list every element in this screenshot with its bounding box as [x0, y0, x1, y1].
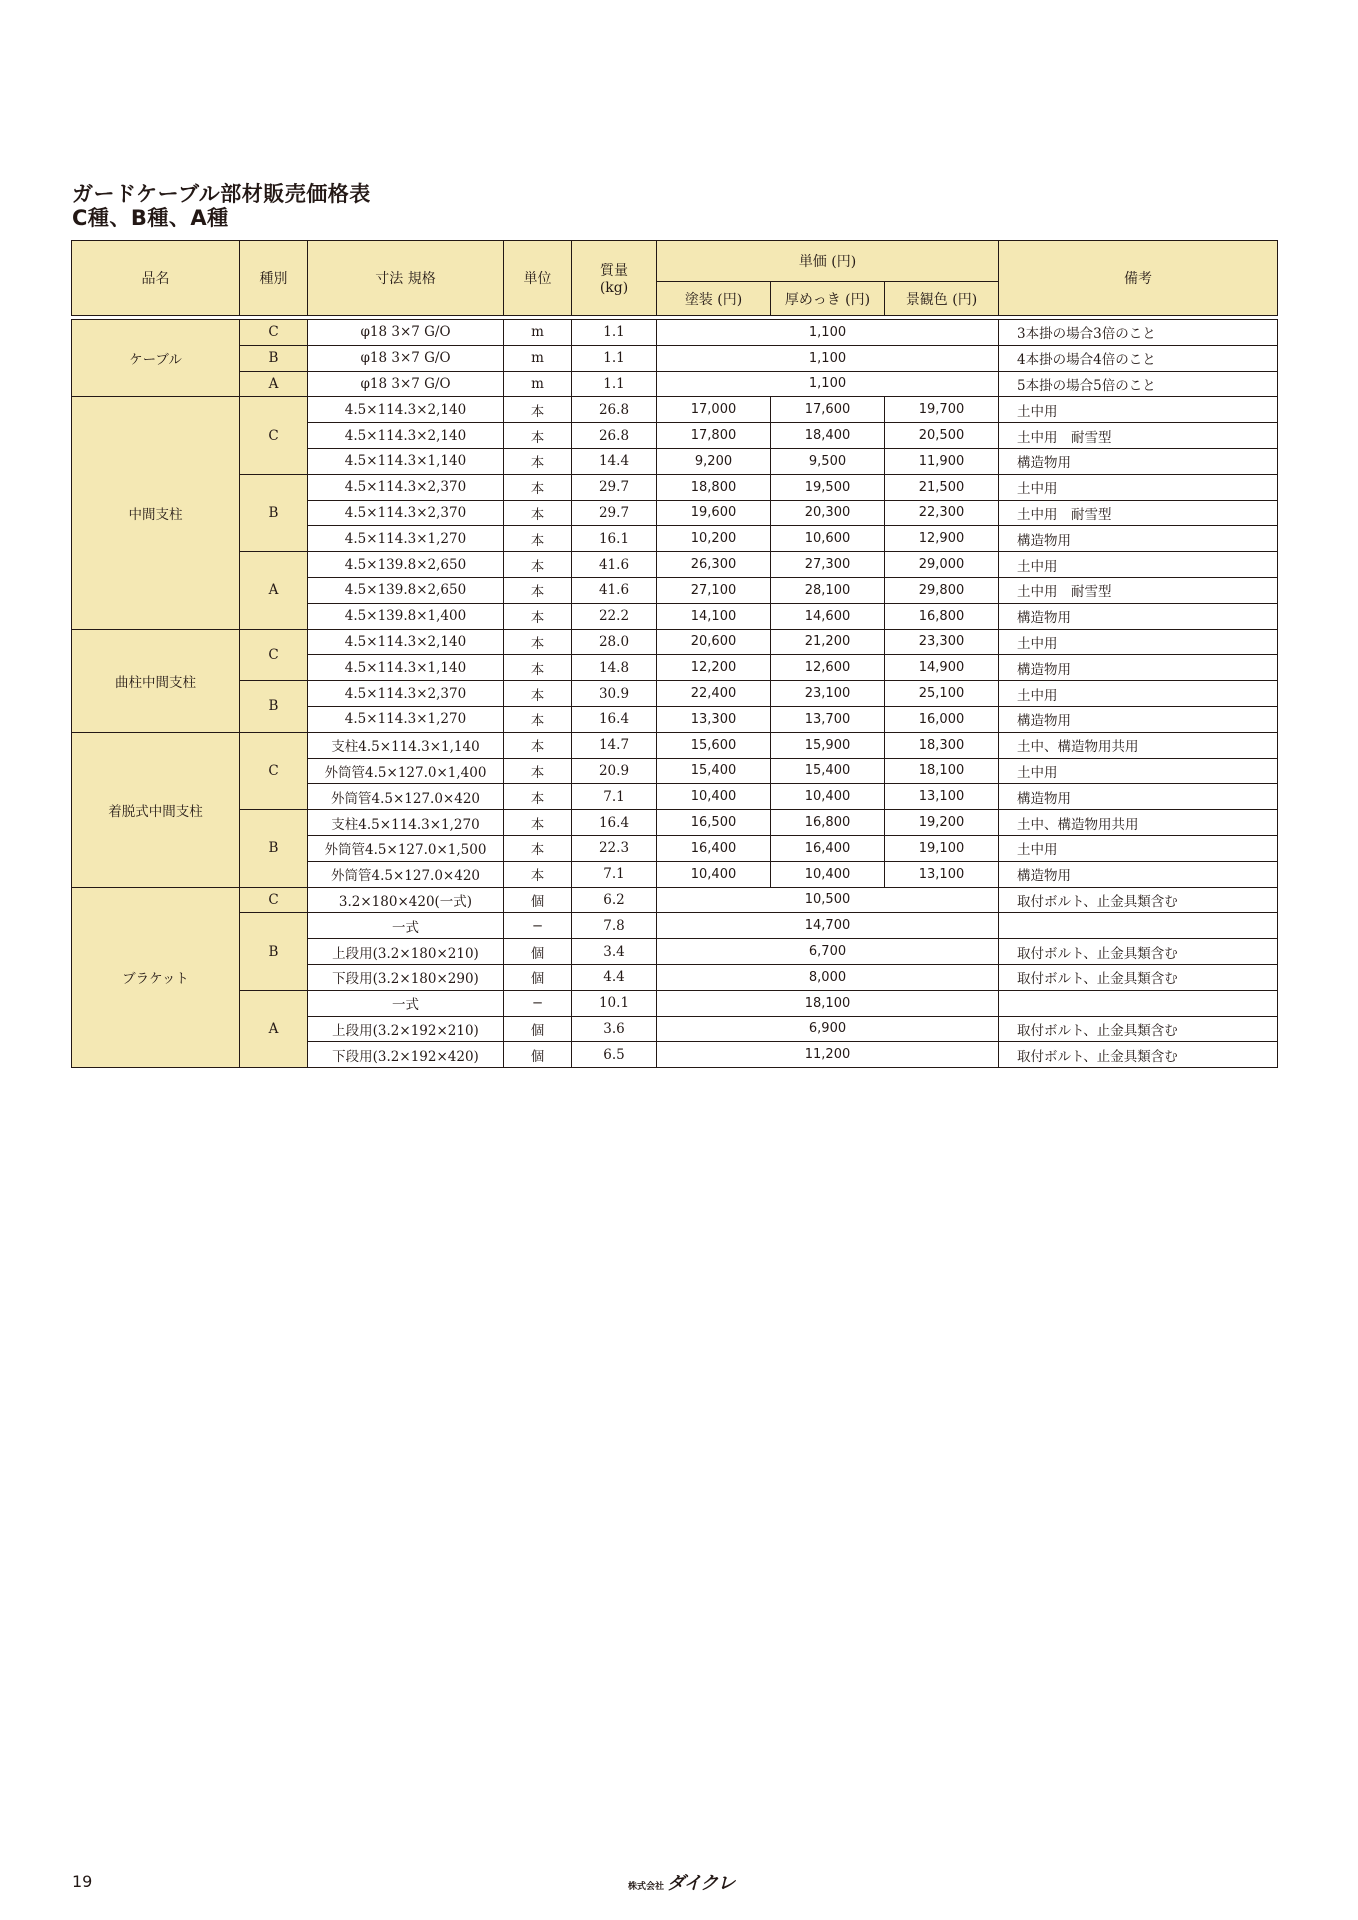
- remarks-cell: 構造物用: [999, 603, 1278, 629]
- color-price-cell: 19,200: [885, 810, 999, 836]
- size-cell: 4.5×114.3×1,140: [308, 655, 504, 681]
- paint-price-cell: 19,600: [657, 500, 771, 526]
- product-name-cell: 着脱式中間支柱: [72, 732, 240, 887]
- unit-cell: 本: [504, 835, 572, 861]
- galv-price-cell: 10,400: [771, 861, 885, 887]
- paint-price-cell: 17,000: [657, 397, 771, 423]
- unit-cell: 本: [504, 810, 572, 836]
- paint-price-cell: 13,300: [657, 706, 771, 732]
- galv-price-cell: 9,500: [771, 448, 885, 474]
- remarks-cell: 4本掛の場合4倍のこと: [999, 345, 1278, 371]
- table-row: [72, 810, 1278, 836]
- table-row: [72, 681, 1278, 707]
- type-cell: C: [240, 732, 308, 809]
- galv-price-cell: 13,700: [771, 706, 885, 732]
- size-cell: 4.5×114.3×2,140: [308, 397, 504, 423]
- header-galv: 厚めっき (円): [771, 282, 885, 316]
- mass-cell: 1.1: [572, 320, 657, 346]
- remarks-cell: 土中、構造物用共用: [999, 732, 1278, 758]
- size-cell: 4.5×139.8×2,650: [308, 552, 504, 578]
- price-cell: 10,500: [657, 887, 999, 913]
- unit-cell: 本: [504, 629, 572, 655]
- color-price-cell: 19,100: [885, 835, 999, 861]
- paint-price-cell: 10,400: [657, 784, 771, 810]
- color-price-cell: 16,000: [885, 706, 999, 732]
- mass-cell: 29.7: [572, 500, 657, 526]
- remarks-cell: 土中用: [999, 835, 1278, 861]
- paint-price-cell: 26,300: [657, 552, 771, 578]
- page-title: [72, 182, 371, 230]
- product-name-cell: 曲柱中間支柱: [72, 629, 240, 732]
- mass-cell: 22.3: [572, 835, 657, 861]
- remarks-cell: 取付ボルト、止金具類含む: [999, 964, 1278, 990]
- unit-cell: 本: [504, 423, 572, 449]
- price-cell: 8,000: [657, 964, 999, 990]
- size-cell: 外筒管4.5×127.0×1,400: [308, 758, 504, 784]
- type-cell: C: [240, 397, 308, 474]
- table-row: [72, 474, 1278, 500]
- remarks-cell: 土中用: [999, 474, 1278, 500]
- galv-price-cell: 27,300: [771, 552, 885, 578]
- galv-price-cell: 17,600: [771, 397, 885, 423]
- galv-price-cell: 10,400: [771, 784, 885, 810]
- remarks-cell: 土中用: [999, 758, 1278, 784]
- size-cell: φ18 3×7 G/O: [308, 371, 504, 397]
- table-row: [72, 345, 1278, 371]
- paint-price-cell: 18,800: [657, 474, 771, 500]
- mass-cell: 26.8: [572, 423, 657, 449]
- paint-price-cell: 20,600: [657, 629, 771, 655]
- unit-cell: 本: [504, 474, 572, 500]
- mass-cell: 7.1: [572, 861, 657, 887]
- size-cell: φ18 3×7 G/O: [308, 345, 504, 371]
- remarks-cell: 3本掛の場合3倍のこと: [999, 320, 1278, 346]
- size-cell: 外筒管4.5×127.0×420: [308, 861, 504, 887]
- mass-cell: 7.1: [572, 784, 657, 810]
- unit-cell: 本: [504, 784, 572, 810]
- remarks-cell: [999, 913, 1278, 939]
- galv-price-cell: 20,300: [771, 500, 885, 526]
- color-price-cell: 20,500: [885, 423, 999, 449]
- unit-cell: 本: [504, 526, 572, 552]
- type-cell: C: [240, 887, 308, 913]
- galv-price-cell: 21,200: [771, 629, 885, 655]
- galv-price-cell: 18,400: [771, 423, 885, 449]
- remarks-cell: 土中用: [999, 552, 1278, 578]
- unit-cell: 個: [504, 939, 572, 965]
- logo-name: ダイクレ: [667, 1873, 735, 1894]
- size-cell: 3.2×180×420(一式): [308, 887, 504, 913]
- header-type: 種別: [240, 241, 308, 316]
- remarks-cell: 土中用: [999, 629, 1278, 655]
- table-header: [72, 241, 1278, 316]
- color-price-cell: 14,900: [885, 655, 999, 681]
- type-cell: B: [240, 474, 308, 551]
- galv-price-cell: 19,500: [771, 474, 885, 500]
- mass-cell: 22.2: [572, 603, 657, 629]
- title-line-1: ガードケーブル部材販売価格表: [72, 182, 371, 206]
- table-row: [72, 397, 1278, 423]
- table-body: [72, 316, 1278, 1068]
- mass-cell: 41.6: [572, 577, 657, 603]
- unit-cell: 本: [504, 500, 572, 526]
- header-mass-label: 質量: [600, 263, 628, 279]
- price-cell: 1,100: [657, 345, 999, 371]
- remarks-cell: 構造物用: [999, 448, 1278, 474]
- product-name-cell: ブラケット: [72, 887, 240, 1068]
- mass-cell: 28.0: [572, 629, 657, 655]
- price-cell: 11,200: [657, 1042, 999, 1068]
- product-name-cell: ケーブル: [72, 320, 240, 397]
- remarks-cell: 5本掛の場合5倍のこと: [999, 371, 1278, 397]
- unit-cell: 本: [504, 758, 572, 784]
- size-cell: 支柱4.5×114.3×1,270: [308, 810, 504, 836]
- color-price-cell: 11,900: [885, 448, 999, 474]
- size-cell: φ18 3×7 G/O: [308, 320, 504, 346]
- unit-cell: 個: [504, 1042, 572, 1068]
- color-price-cell: 19,700: [885, 397, 999, 423]
- galv-price-cell: 28,100: [771, 577, 885, 603]
- remarks-cell: 土中用 耐雪型: [999, 423, 1278, 449]
- header-size: 寸法 規格: [308, 241, 504, 316]
- type-cell: B: [240, 681, 308, 733]
- size-cell: 4.5×139.8×2,650: [308, 577, 504, 603]
- remarks-cell: 構造物用: [999, 784, 1278, 810]
- type-cell: C: [240, 629, 308, 681]
- header-mass-unit: (kg): [599, 280, 629, 296]
- galv-price-cell: 10,600: [771, 526, 885, 552]
- unit-cell: 本: [504, 552, 572, 578]
- unit-cell: m: [504, 345, 572, 371]
- size-cell: 4.5×114.3×2,370: [308, 474, 504, 500]
- price-cell: 6,700: [657, 939, 999, 965]
- header-unit: 単位: [504, 241, 572, 316]
- header-remarks: 備考: [999, 241, 1278, 316]
- paint-price-cell: 15,400: [657, 758, 771, 784]
- paint-price-cell: 16,400: [657, 835, 771, 861]
- size-cell: 外筒管4.5×127.0×420: [308, 784, 504, 810]
- mass-cell: 14.7: [572, 732, 657, 758]
- color-price-cell: 16,800: [885, 603, 999, 629]
- unit-cell: 本: [504, 655, 572, 681]
- mass-cell: 14.4: [572, 448, 657, 474]
- remarks-cell: 土中、構造物用共用: [999, 810, 1278, 836]
- type-cell: B: [240, 810, 308, 887]
- unit-cell: 個: [504, 964, 572, 990]
- size-cell: 4.5×114.3×1,270: [308, 526, 504, 552]
- page-number: 19: [72, 1872, 93, 1891]
- unit-cell: 本: [504, 681, 572, 707]
- unit-cell: m: [504, 320, 572, 346]
- price-cell: 6,900: [657, 1016, 999, 1042]
- galv-price-cell: 15,900: [771, 732, 885, 758]
- table-row: [72, 990, 1278, 1016]
- size-cell: 4.5×114.3×2,140: [308, 423, 504, 449]
- product-name-cell: 中間支柱: [72, 397, 240, 629]
- remarks-cell: 構造物用: [999, 655, 1278, 681]
- color-price-cell: 18,300: [885, 732, 999, 758]
- remarks-cell: 土中用 耐雪型: [999, 500, 1278, 526]
- mass-cell: 10.1: [572, 990, 657, 1016]
- paint-price-cell: 10,200: [657, 526, 771, 552]
- mass-cell: 16.1: [572, 526, 657, 552]
- galv-price-cell: 16,800: [771, 810, 885, 836]
- remarks-cell: 土中用: [999, 397, 1278, 423]
- color-price-cell: 25,100: [885, 681, 999, 707]
- mass-cell: 3.6: [572, 1016, 657, 1042]
- price-cell: 18,100: [657, 990, 999, 1016]
- paint-price-cell: 22,400: [657, 681, 771, 707]
- mass-cell: 7.8: [572, 913, 657, 939]
- galv-price-cell: 16,400: [771, 835, 885, 861]
- header-mass: [572, 241, 657, 316]
- mass-cell: 3.4: [572, 939, 657, 965]
- unit-cell: −: [504, 913, 572, 939]
- color-price-cell: 12,900: [885, 526, 999, 552]
- unit-cell: 本: [504, 861, 572, 887]
- size-cell: 下段用(3.2×192×420): [308, 1042, 504, 1068]
- galv-price-cell: 23,100: [771, 681, 885, 707]
- size-cell: 4.5×139.8×1,400: [308, 603, 504, 629]
- table-row: [72, 629, 1278, 655]
- size-cell: 外筒管4.5×127.0×1,500: [308, 835, 504, 861]
- size-cell: 4.5×114.3×1,140: [308, 448, 504, 474]
- remarks-cell: 構造物用: [999, 706, 1278, 732]
- unit-cell: 個: [504, 887, 572, 913]
- company-logo: [628, 1869, 734, 1895]
- size-cell: 4.5×114.3×2,370: [308, 681, 504, 707]
- mass-cell: 4.4: [572, 964, 657, 990]
- color-price-cell: 29,000: [885, 552, 999, 578]
- price-table-container: [71, 240, 1277, 1068]
- color-price-cell: 13,100: [885, 861, 999, 887]
- unit-cell: m: [504, 371, 572, 397]
- price-cell: 1,100: [657, 371, 999, 397]
- color-price-cell: 29,800: [885, 577, 999, 603]
- size-cell: 一式: [308, 990, 504, 1016]
- table-row: [72, 320, 1278, 346]
- size-cell: 支柱4.5×114.3×1,140: [308, 732, 504, 758]
- remarks-cell: 土中用: [999, 681, 1278, 707]
- table-row: [72, 913, 1278, 939]
- type-cell: A: [240, 552, 308, 629]
- color-price-cell: 18,100: [885, 758, 999, 784]
- paint-price-cell: 16,500: [657, 810, 771, 836]
- paint-price-cell: 27,100: [657, 577, 771, 603]
- remarks-cell: 取付ボルト、止金具類含む: [999, 887, 1278, 913]
- mass-cell: 30.9: [572, 681, 657, 707]
- color-price-cell: 23,300: [885, 629, 999, 655]
- size-cell: 上段用(3.2×180×210): [308, 939, 504, 965]
- size-cell: 4.5×114.3×2,140: [308, 629, 504, 655]
- remarks-cell: 取付ボルト、止金具類含む: [999, 1042, 1278, 1068]
- color-price-cell: 21,500: [885, 474, 999, 500]
- remarks-cell: 土中用 耐雪型: [999, 577, 1278, 603]
- remarks-cell: 構造物用: [999, 526, 1278, 552]
- type-cell: C: [240, 320, 308, 346]
- unit-cell: 個: [504, 1016, 572, 1042]
- unit-cell: 本: [504, 397, 572, 423]
- galv-price-cell: 14,600: [771, 603, 885, 629]
- unit-cell: 本: [504, 448, 572, 474]
- paint-price-cell: 9,200: [657, 448, 771, 474]
- table-row: [72, 552, 1278, 578]
- mass-cell: 20.9: [572, 758, 657, 784]
- galv-price-cell: 12,600: [771, 655, 885, 681]
- paint-price-cell: 14,100: [657, 603, 771, 629]
- unit-cell: 本: [504, 577, 572, 603]
- remarks-cell: 取付ボルト、止金具類含む: [999, 1016, 1278, 1042]
- table-row: [72, 732, 1278, 758]
- type-cell: A: [240, 990, 308, 1067]
- price-cell: 14,700: [657, 913, 999, 939]
- type-cell: B: [240, 345, 308, 371]
- color-price-cell: 13,100: [885, 784, 999, 810]
- mass-cell: 14.8: [572, 655, 657, 681]
- galv-price-cell: 15,400: [771, 758, 885, 784]
- mass-cell: 6.2: [572, 887, 657, 913]
- mass-cell: 6.5: [572, 1042, 657, 1068]
- header-paint: 塗装 (円): [657, 282, 771, 316]
- mass-cell: 29.7: [572, 474, 657, 500]
- table-row: [72, 887, 1278, 913]
- paint-price-cell: 17,800: [657, 423, 771, 449]
- mass-cell: 41.6: [572, 552, 657, 578]
- unit-cell: 本: [504, 706, 572, 732]
- remarks-cell: 取付ボルト、止金具類含む: [999, 939, 1278, 965]
- mass-cell: 1.1: [572, 371, 657, 397]
- mass-cell: 26.8: [572, 397, 657, 423]
- paint-price-cell: 12,200: [657, 655, 771, 681]
- table-row: [72, 371, 1278, 397]
- unit-cell: 本: [504, 732, 572, 758]
- header-name: 品名: [72, 241, 240, 316]
- unit-cell: −: [504, 990, 572, 1016]
- mass-cell: 16.4: [572, 706, 657, 732]
- logo-prefix: 株式会社: [628, 1882, 665, 1892]
- price-table: [71, 240, 1278, 1068]
- unit-cell: 本: [504, 603, 572, 629]
- price-cell: 1,100: [657, 320, 999, 346]
- mass-cell: 1.1: [572, 345, 657, 371]
- mass-cell: 16.4: [572, 810, 657, 836]
- size-cell: 4.5×114.3×2,370: [308, 500, 504, 526]
- size-cell: 4.5×114.3×1,270: [308, 706, 504, 732]
- paint-price-cell: 15,600: [657, 732, 771, 758]
- size-cell: 下段用(3.2×180×290): [308, 964, 504, 990]
- remarks-cell: [999, 990, 1278, 1016]
- paint-price-cell: 10,400: [657, 861, 771, 887]
- title-line-2: C種、B種、A種: [72, 206, 229, 230]
- remarks-cell: 構造物用: [999, 861, 1278, 887]
- header-color: 景観色 (円): [885, 282, 999, 316]
- color-price-cell: 22,300: [885, 500, 999, 526]
- type-cell: B: [240, 913, 308, 990]
- header-price: 単価 (円): [657, 241, 999, 282]
- type-cell: A: [240, 371, 308, 397]
- size-cell: 一式: [308, 913, 504, 939]
- size-cell: 上段用(3.2×192×210): [308, 1016, 504, 1042]
